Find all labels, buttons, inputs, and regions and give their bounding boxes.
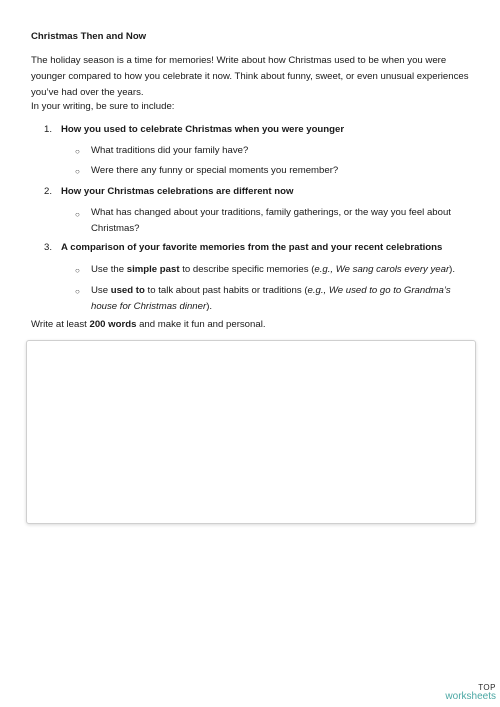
answer-box[interactable] <box>26 340 476 524</box>
logo-bottom-text: worksheets <box>445 691 496 702</box>
sub-example: We used to go to Grandma’s house for Christmas dinner <box>91 285 451 312</box>
worksheet-title: Christmas Then and Now <box>31 31 147 42</box>
sub-text: to describe specific memories ( <box>179 264 315 275</box>
sub-item: What has changed about your traditions, family gatherings, or the way you feel about Christmas? <box>91 207 451 234</box>
sub-text: to talk about past habits or traditions ( <box>144 285 308 296</box>
word-count: 200 words <box>89 319 137 330</box>
sub-item-used-to <box>91 283 466 315</box>
item-number: 2. <box>44 186 53 197</box>
bullet-icon: ○ <box>75 266 80 275</box>
item-title: A comparison of your favorite memories from the past and your recent celebrations <box>61 242 443 253</box>
closing-instruction <box>31 319 266 330</box>
logo-top-text: TOP <box>478 683 496 692</box>
sub-text: Use <box>91 285 111 296</box>
closing-text: Write at least <box>31 319 90 330</box>
sub-eg: e.g., <box>314 264 334 275</box>
bullet-icon: ○ <box>75 210 80 219</box>
bullet-icon: ○ <box>75 147 80 156</box>
topworksheets-logo <box>430 683 496 701</box>
bullet-icon: ○ <box>75 287 80 296</box>
sub-bold: simple past <box>126 264 180 275</box>
sub-text: Use the <box>91 264 127 275</box>
sub-text: ). <box>449 264 456 275</box>
sub-example: We sang carols every year <box>333 264 450 275</box>
instructions-lead: In your writing, be sure to include: <box>31 101 175 112</box>
closing-text: and make it fun and personal. <box>136 319 266 330</box>
item-title: How you used to celebrate Christmas when you were younger <box>61 124 345 135</box>
item-number: 3. <box>44 242 53 253</box>
sub-item: Were there any funny or special moments you remember? <box>91 165 339 176</box>
item-number: 1. <box>44 124 53 135</box>
bullet-icon: ○ <box>75 167 80 176</box>
sub-eg: e.g., <box>307 285 327 296</box>
sub-item: What traditions did your family have? <box>91 145 249 156</box>
sub-bold: used to <box>110 285 145 296</box>
sub-item-simple-past <box>91 262 466 278</box>
sub-text: ). <box>206 301 213 312</box>
item-title: How your Christmas celebrations are different now <box>61 186 294 197</box>
intro-paragraph: The holiday season is a time for memories! Write about how Christmas used to be when you were younger compared to how you celebrate it now. Think about funny, sweet, or even unusual experiences you’ve had over the years. <box>31 55 469 98</box>
